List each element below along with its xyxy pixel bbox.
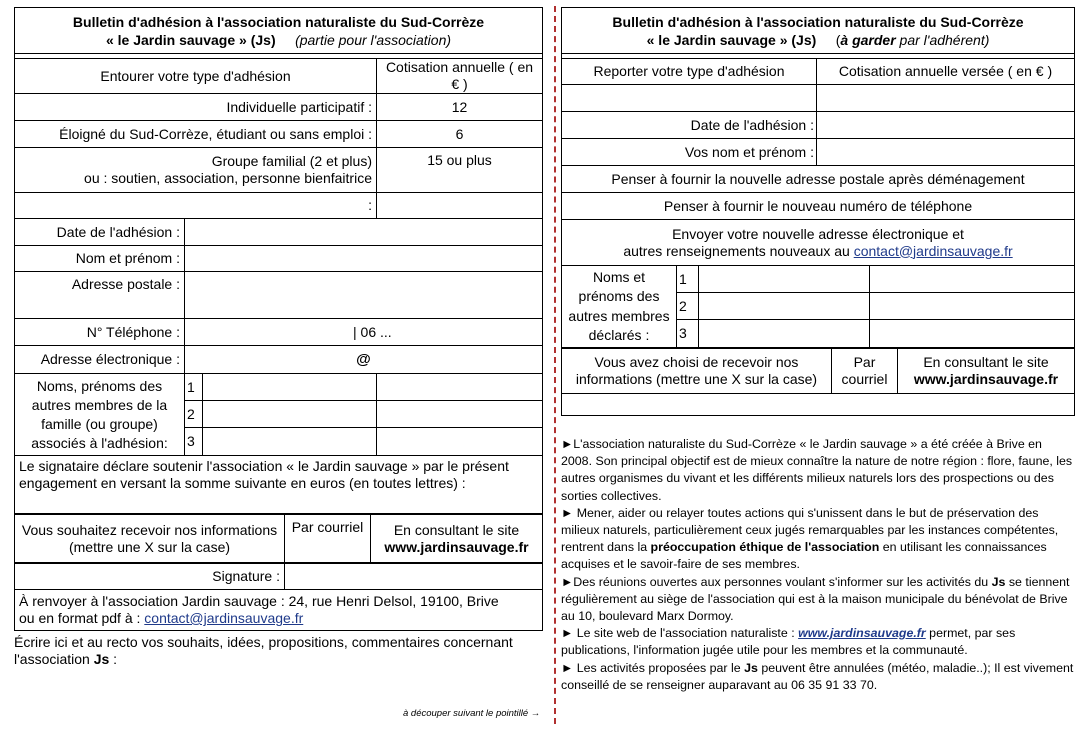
left-member-3-name[interactable] <box>203 428 377 456</box>
right-title-note-bold: à garder <box>840 31 896 48</box>
left-member-number-3: 3 <box>185 428 203 456</box>
left-nom-field[interactable] <box>185 246 543 272</box>
left-signataire-c: » par le présent engagement en versant la somme suivante en euros (en toutes lettres) : <box>19 458 509 491</box>
left-signature-table <box>14 563 543 631</box>
left-member-3-extra[interactable] <box>377 428 543 456</box>
right-member-1-extra[interactable] <box>870 266 1075 293</box>
left-header-cotisation: Cotisation annuelle ( en € ) <box>377 59 543 94</box>
right-members-label: Noms et prénoms des autres membres déclarés : <box>562 266 677 348</box>
right-email-note-line2a: autres renseignements nouveaux au <box>623 242 854 259</box>
right-cotisation-field[interactable] <box>817 85 1075 112</box>
left-groupe-line2: ou : soutien, association, personne bienfaitrice <box>84 170 372 186</box>
left-signataire-b: le Jardin sauvage <box>297 458 412 474</box>
right-date-field[interactable] <box>817 112 1075 139</box>
right-paragraph-3 <box>561 574 1074 626</box>
left-signature-field[interactable] <box>285 564 543 590</box>
left-form-table <box>14 7 543 514</box>
right-email-note-line1: Envoyer votre nouvelle adresse électronique et <box>672 225 964 242</box>
left-groupe-line1: Groupe familial (2 et plus) <box>211 153 372 169</box>
left-info-label: Vous souhaitez recevoir nos informations (mettre une X sur la case) <box>15 515 285 563</box>
right-member-3-name[interactable] <box>699 320 870 348</box>
left-date-label: Date de l'adhésion : <box>15 219 185 246</box>
right-info-label: Vous avez choisi de recevoir nos informations (mettre une X sur la case) <box>562 349 832 394</box>
right-header-cotisation: Cotisation annuelle versée ( en € ) <box>817 59 1075 85</box>
left-email-field[interactable]: @ <box>185 346 543 374</box>
left-ecrire <box>14 634 542 668</box>
right-title <box>562 8 1075 54</box>
left-title-note: (partie pour l'association) <box>295 31 452 48</box>
left-adresse-label: Adresse postale : <box>15 272 185 319</box>
left-member-number-2: 2 <box>185 401 203 428</box>
left-signataire-text <box>15 456 543 514</box>
right-paragraph-1 <box>561 436 1074 505</box>
right-paragraph-3-b: Js <box>991 574 1006 589</box>
left-form <box>14 7 542 668</box>
left-row-individuelle-label: Individuelle participatif : <box>15 94 377 121</box>
left-row-groupe-label <box>15 148 377 193</box>
right-member-1-name[interactable] <box>699 266 870 293</box>
left-members-label: Noms, prénoms des autres membres de la famille (ou groupe) associés à l'adhésion: <box>15 374 185 456</box>
right-member-3-extra[interactable] <box>870 320 1075 348</box>
left-member-1-extra[interactable] <box>377 374 543 401</box>
right-info-table <box>561 348 1075 416</box>
left-title-line1: Bulletin d'adhésion à l'association naturaliste du Sud-Corrèze <box>72 13 485 30</box>
right-paragraph-5-c: peuvent être annulées (météo, maladie..); Il est vivement conseillé de se renseigner auparavant au 06 35 91 33 70. <box>561 660 1074 692</box>
right-paragraph-4-a: ► Le site web de l'association naturaliste : <box>561 626 799 641</box>
left-row-eloigne-value[interactable]: 6 <box>377 121 543 148</box>
right-paragraph-2-a: ► Mener, aider ou relayer toutes actions qui s'unissent dans le but de préservation des milieux naturels, particulièrement ceux jugés remarquables par les instances compétentes, rentrent dans la <box>561 505 1059 555</box>
left-title-line2: « le Jardin sauvage » (Js) <box>105 31 276 48</box>
right-adresse-note: Penser à fournir la nouvelle adresse postale après déménagement <box>562 166 1075 193</box>
left-date-field[interactable] <box>185 219 543 246</box>
right-paragraphs <box>561 436 1074 694</box>
right-member-2-extra[interactable] <box>870 293 1075 320</box>
left-row-individuelle-value[interactable]: 12 <box>377 94 543 121</box>
right-title-note-open: ( <box>835 31 841 48</box>
left-member-number-1: 1 <box>185 374 203 401</box>
right-info-site-line1: En consultant le site <box>923 354 1049 370</box>
right-member-number-1: 1 <box>677 266 699 293</box>
left-signature-label: Signature : <box>15 564 285 590</box>
right-info-courriel[interactable]: Par courriel <box>832 349 898 394</box>
left-info-courriel[interactable]: Par courriel <box>285 515 371 563</box>
left-row-other-value[interactable] <box>377 193 543 219</box>
decouper-note: à découper suivant le pointillé → <box>403 708 541 719</box>
left-ecrire-line2b: : <box>109 651 118 667</box>
left-row-groupe-value[interactable]: 15 ou plus <box>377 148 543 193</box>
left-tel-field[interactable]: | 06 ... <box>185 319 543 346</box>
right-email-link[interactable]: contact@jardinsauvage.fr <box>853 242 1013 259</box>
right-email-note <box>562 220 1075 266</box>
right-paragraph-4-c: permet, par ses publications, l'information jugée utile pour les membres et la communauté. <box>561 626 1016 658</box>
left-renvoyer <box>15 590 543 631</box>
right-paragraph-2-b: préoccupation éthique de l'association <box>650 540 880 555</box>
left-member-2-name[interactable] <box>203 401 377 428</box>
right-paragraph-2-c: en utilisant les connaissances acquises et le savoir-faire de ses membres. <box>561 540 1047 572</box>
left-info-table <box>14 514 543 563</box>
right-form-table <box>561 7 1075 348</box>
right-member-2-name[interactable] <box>699 293 870 320</box>
left-info-site-line2: www.jardinsauvage.fr <box>384 538 529 555</box>
right-paragraph-5 <box>561 660 1074 694</box>
right-nom-field[interactable] <box>817 139 1075 166</box>
right-paragraph-5-a: ► Les activités proposées par le <box>561 660 745 675</box>
left-ecrire-line2a: l'association <box>14 651 94 667</box>
right-paragraph-2 <box>561 505 1074 574</box>
left-member-1-name[interactable] <box>203 374 377 401</box>
left-renvoyer-email-link[interactable]: contact@jardinsauvage.fr <box>144 610 304 626</box>
right-nom-label: Vos nom et prénom : <box>562 139 817 166</box>
left-info-site[interactable] <box>371 515 543 563</box>
right-paragraph-3-a: ►Des réunions ouvertes aux personnes voulant s'informer sur les activités du <box>561 574 992 589</box>
right-member-number-3: 3 <box>677 320 699 348</box>
left-member-2-extra[interactable] <box>377 401 543 428</box>
left-renvoyer-line1: À renvoyer à l'association Jardin sauvage : 24, rue Henri Delsol, 19100, Brive <box>19 593 499 609</box>
right-member-number-2: 2 <box>677 293 699 320</box>
right-form <box>561 7 1074 694</box>
left-signataire-a: Le signataire déclare soutenir l'association « <box>19 458 298 474</box>
right-title-line2: « le Jardin sauvage » (Js) <box>646 31 817 48</box>
right-title-line1: Bulletin d'adhésion à l'association naturaliste du Sud-Corrèze <box>612 13 1024 30</box>
right-info-site[interactable] <box>898 349 1075 394</box>
right-paragraph-4 <box>561 625 1074 659</box>
right-tel-note: Penser à fournir le nouveau numéro de téléphone <box>562 193 1075 220</box>
right-date-label: Date de l'adhésion : <box>562 112 817 139</box>
left-ecrire-js: Js <box>93 651 110 667</box>
right-type-field[interactable] <box>562 85 817 112</box>
left-adresse-field[interactable] <box>185 272 543 319</box>
right-title-note-rest: par l'adhérent) <box>895 31 990 48</box>
right-info-site-line2: www.jardinsauvage.fr <box>913 371 1059 387</box>
right-paragraph-5-b: Js <box>744 660 758 675</box>
left-ecrire-line1: Écrire ici et au recto vos souhaits, idées, propositions, commentaires concernant <box>14 634 513 650</box>
left-nom-label: Nom et prénom : <box>15 246 185 272</box>
right-paragraph-1-text: ►L'association naturaliste du Sud-Corrèze « le Jardin sauvage » a été créée à Brive en 2008. Son principal objectif est de mieux connaître la nature de notre région : flore, faune, les autres organismes du vivant et les différents milieux naturels lors des prospections ou des sorties collectives. <box>561 437 1073 503</box>
left-row-other-label: : <box>15 193 377 219</box>
left-info-site-line1: En consultant le site <box>393 521 520 538</box>
left-renvoyer-line2a: ou en format pdf à : <box>19 610 145 626</box>
left-email-label: Adresse électronique : <box>15 346 185 374</box>
right-website-link[interactable]: www.jardinsauvage.fr <box>798 626 926 641</box>
left-row-eloigne-label: Éloigné du Sud-Corrèze, étudiant ou sans emploi : <box>15 121 377 148</box>
left-tel-label: N° Téléphone : <box>15 319 185 346</box>
cut-line <box>554 6 556 724</box>
right-info-empty-row <box>562 394 1075 416</box>
right-header-type: Reporter votre type d'adhésion <box>562 59 817 85</box>
left-title <box>15 8 543 54</box>
left-header-type: Entourer votre type d'adhésion <box>15 59 377 94</box>
right-paragraph-3-c: se tiennent régulièrement au siège de l'association qui est à la maison municipale du bénévolat de Brive au 10, boulevard Marx Dormoy. <box>561 574 1070 624</box>
